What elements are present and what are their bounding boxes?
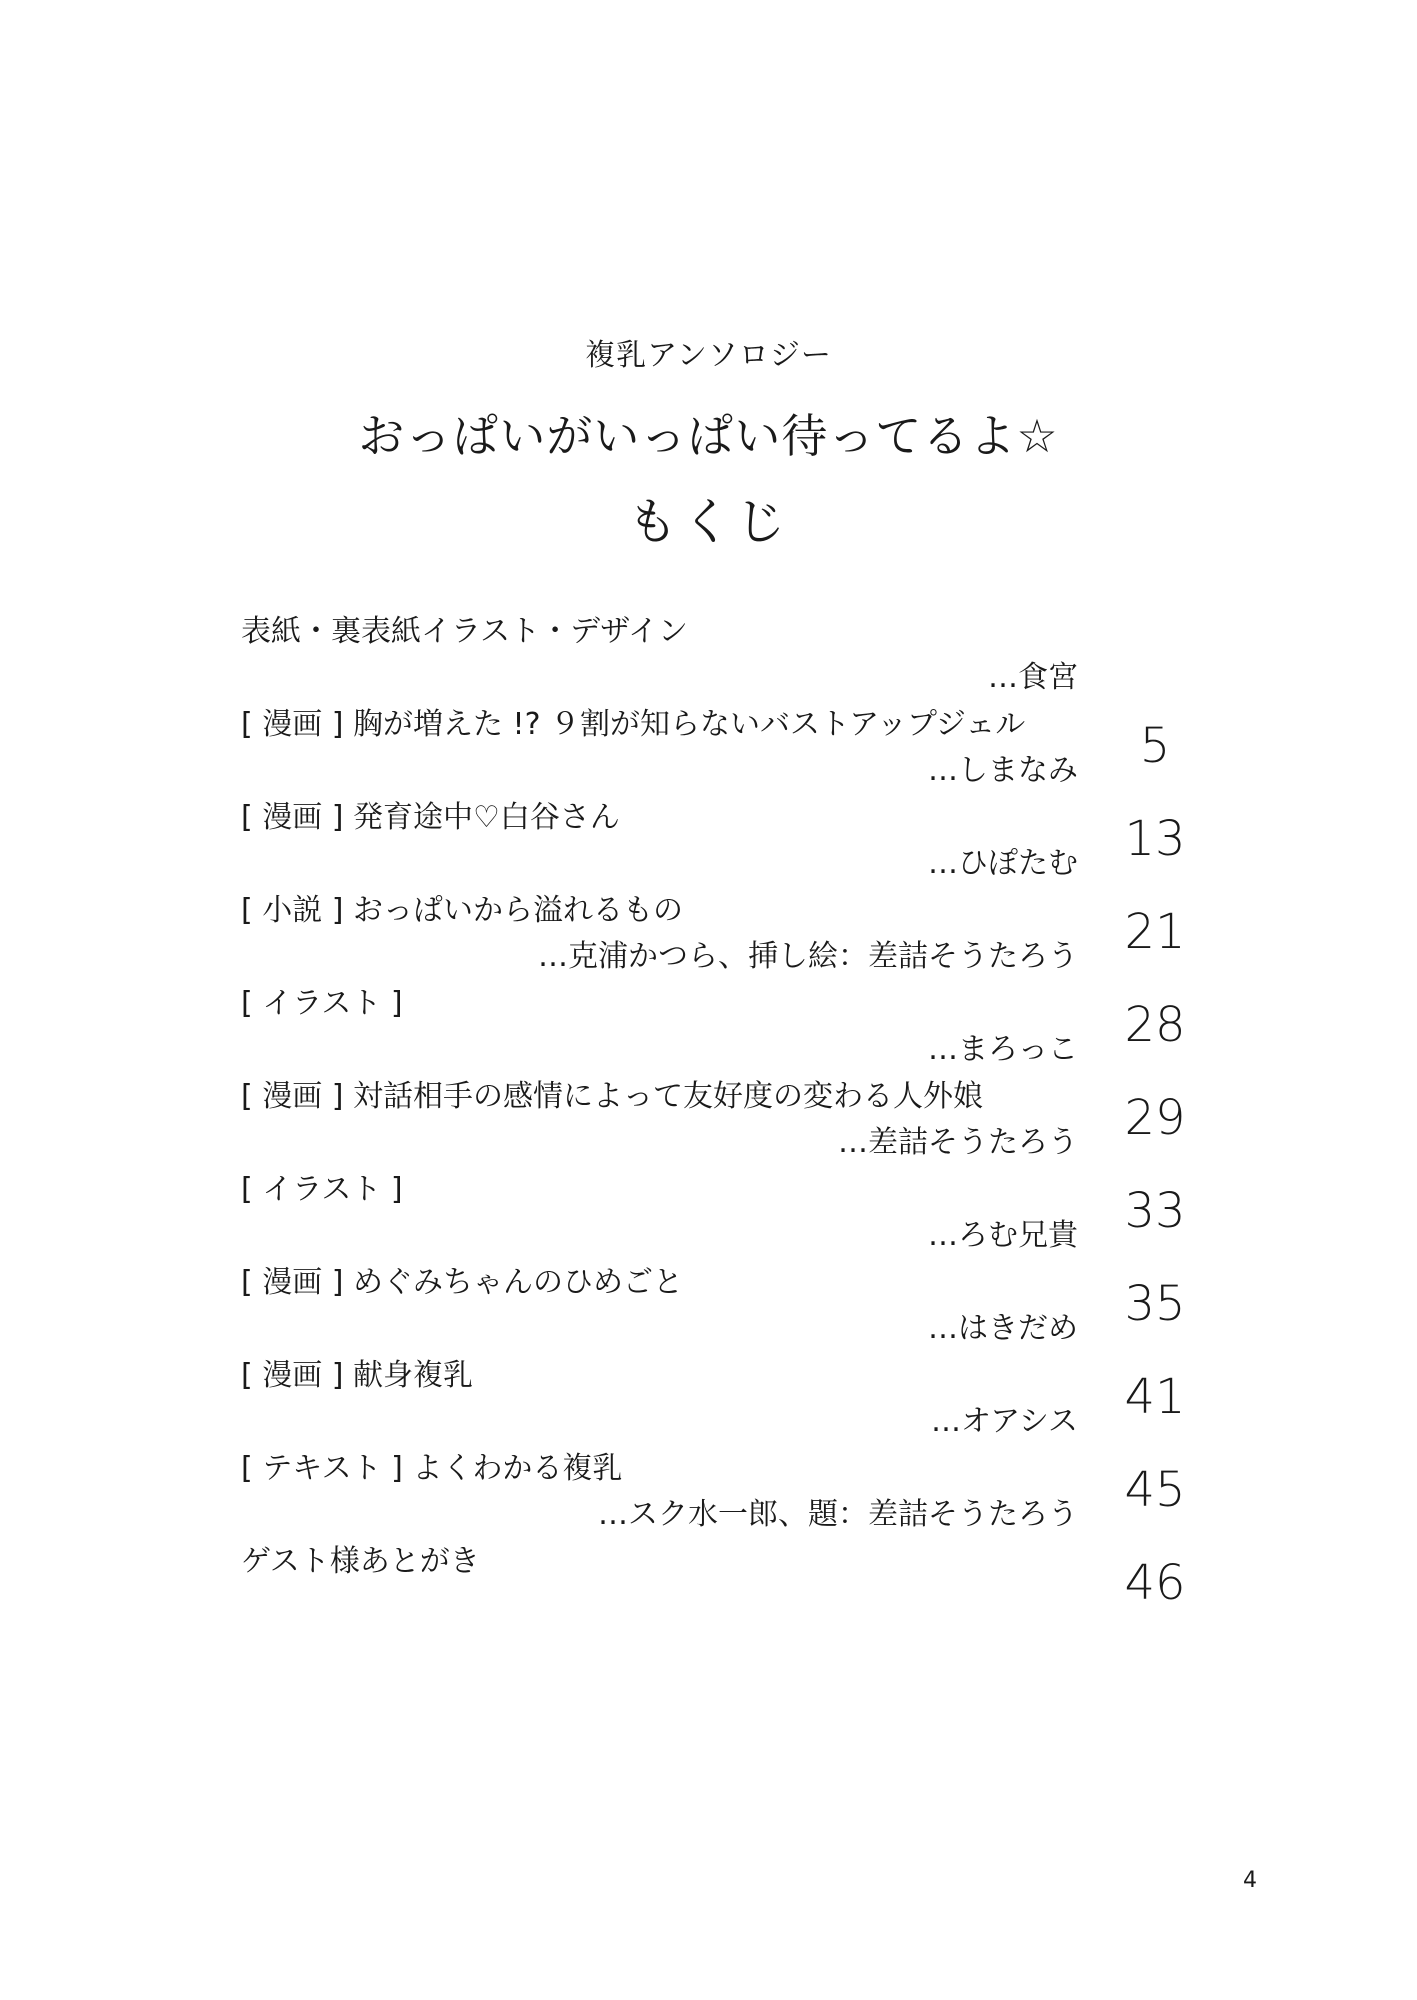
entry-author: …オアシス (931, 1404, 1078, 1439)
folio-page-number: 4 (1243, 1868, 1257, 1893)
entry-title: [ 漫画 ] 発育途中♡白谷さん (241, 800, 620, 835)
entry-title: [ イラスト ] (241, 986, 403, 1021)
entry-title: [ 漫画 ] 対話相手の感情によって友好度の変わる人外娘 (241, 1079, 984, 1114)
entry-page-number: 13 (1124, 811, 1186, 867)
entry-title: [ 漫画 ] めぐみちゃんのひめごと (241, 1265, 684, 1300)
entry-page-number: 5 (1139, 718, 1171, 774)
entry-page-number: 46 (1124, 1555, 1186, 1611)
entry-page-number: 41 (1124, 1369, 1186, 1425)
entry-author: …食宮 (988, 660, 1078, 695)
entry-page-number: 29 (1124, 1090, 1186, 1146)
entry-title: [ テキスト ] よくわかる複乳 (241, 1451, 623, 1486)
entry-page-number: 35 (1124, 1276, 1186, 1332)
entry-title: [ 漫画 ] 献身複乳 (241, 1358, 474, 1393)
entry-author: …差詰そうたろう (838, 1125, 1078, 1160)
entry-page-number: 45 (1124, 1462, 1186, 1518)
anthology-subtitle: 複乳アンソロジー (585, 338, 832, 373)
entry-title: [ 小説 ] おっぱいから溢れるもの (241, 893, 684, 928)
book-title: おっぱいがいっぱい待ってるよ☆ (358, 409, 1059, 463)
entry-author: …ひぽたむ (928, 846, 1078, 881)
entry-author: …まろっこ (928, 1032, 1078, 1067)
entry-author: …克浦かつら、挿し絵：差詰そうたろう (538, 939, 1078, 974)
entry-page-number: 21 (1124, 904, 1186, 960)
entry-title: [ イラスト ] (241, 1172, 403, 1207)
entry-title: ゲスト様あとがき (241, 1544, 480, 1579)
entry-author: …スク水一郎、題：差詰そうたろう (598, 1497, 1078, 1532)
entry-author: …ろむ兄貴 (928, 1218, 1078, 1253)
entry-title: 表紙・裏表紙イラスト・デザイン (241, 614, 688, 649)
toc-heading: もくじ (627, 493, 790, 551)
entry-title: [ 漫画 ] 胸が増えた !? ９割が知らないバストアップジェル (241, 707, 1026, 742)
entry-author: …しまなみ (928, 753, 1078, 788)
entry-author: …はきだめ (928, 1311, 1078, 1346)
entry-page-number: 28 (1124, 997, 1186, 1053)
entry-page-number: 33 (1124, 1183, 1186, 1239)
